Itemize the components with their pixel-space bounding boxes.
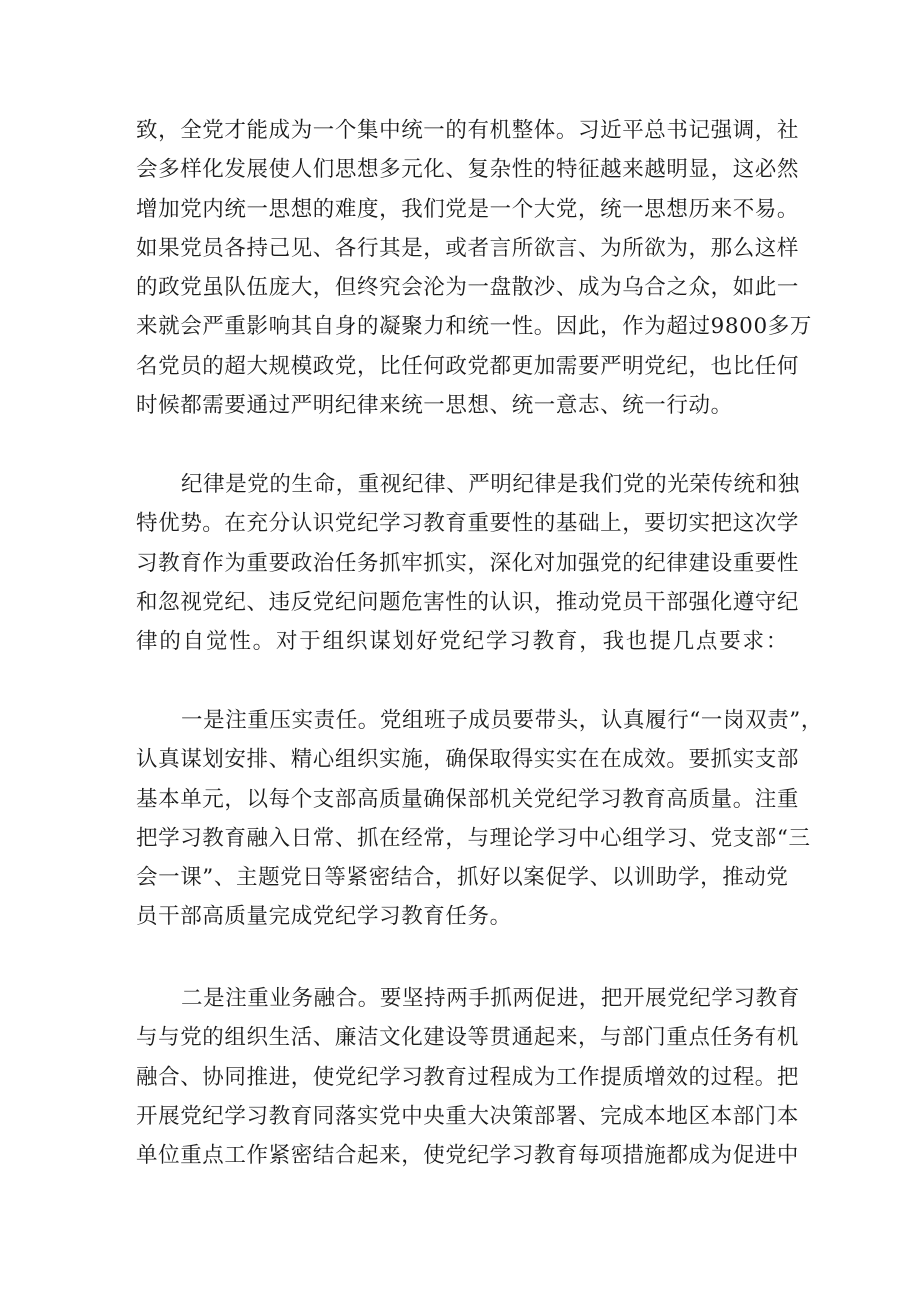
text-line: 融合、协同推进，使党纪学习教育过程成为工作提质增效的过程。把 <box>136 1064 800 1090</box>
text-line: 习教育作为重要政治任务抓牢抓实，深化对加强党的纪律建设重要性 <box>136 550 800 576</box>
text-line: 纪律是党的生命，重视纪律、严明纪律是我们党的光荣传统和独 <box>181 472 800 497</box>
text-line: 员干部高质量完成党纪学习教育任务。 <box>136 904 512 930</box>
text-line: 认真谋划安排、精心组织实施，确保取得实实在在成效。要抓实支部 <box>136 747 800 773</box>
text-line: 律的自觉性。对于组织谋划好党纪学习教育，我也提几点要求： <box>136 629 788 655</box>
paragraph-party-unity <box>136 111 812 425</box>
text-line: 致，全党才能成为一个集中统一的有机整体。习近平总书记强调，社 <box>136 118 800 143</box>
text-line: 特优势。在充分认识党纪学习教育重要性的基础上，要切实把这次学 <box>136 511 800 537</box>
text-line: 把学习教育融入日常、抓在经常，与理论学习中心组学习、党支部“三 <box>136 825 811 851</box>
paragraph-requirement-two <box>136 979 800 1175</box>
text-line: 会多样化发展使人们思想多元化、复杂性的特征越来越明显，这必然 <box>136 157 800 183</box>
text-line: 时候都需要通过严明纪律来统一思想、统一意志、统一行动。 <box>136 393 733 419</box>
text-line: 增加党内统一思想的难度，我们党是一个大党，统一思想历来不易。 <box>136 196 800 222</box>
text-line: 一是注重压实责任。党组班子成员要带头，认真履行“一岗双责”， <box>181 708 823 733</box>
text-line: 单位重点工作紧密结合起来，使党纪学习教育每项措施都成为促进中 <box>136 1143 800 1169</box>
text-line: 开展党纪学习教育同落实党中央重大决策部署、完成本地区本部门本 <box>136 1103 800 1129</box>
text-line: 和忽视党纪、违反党纪问题危害性的认识，推动党员干部强化遵守纪 <box>136 589 800 615</box>
text-line: 二是注重业务融合。要坚持两手抓两促进，把开展党纪学习教育 <box>181 986 800 1011</box>
text-line: 来就会严重影响其自身的凝聚力和统一性。因此，作为超过9800多万 <box>136 314 812 340</box>
text-line: 会一课”、主题党日等紧密结合，抓好以案促学、以训助学，推动党 <box>136 865 789 891</box>
text-line: 如果党员各持己见、各行其是，或者言所欲言、为所欲为，那么这样 <box>136 235 800 261</box>
paragraph-requirement-one <box>136 701 823 937</box>
text-line: 名党员的超大规模政党，比任何政党都更加需要严明党纪，也比任何 <box>136 353 800 379</box>
text-line: 的政党虽队伍庞大，但终究会沦为一盘散沙、成为乌合之众，如此一 <box>136 275 800 301</box>
text-line: 与与党的组织生活、廉洁文化建设等贯通起来，与部门重点任务有机 <box>136 1025 800 1051</box>
paragraph-discipline-is-life <box>136 465 800 661</box>
text-line: 基本单元，以每个支部高质量确保部机关党纪学习教育高质量。注重 <box>136 786 800 812</box>
